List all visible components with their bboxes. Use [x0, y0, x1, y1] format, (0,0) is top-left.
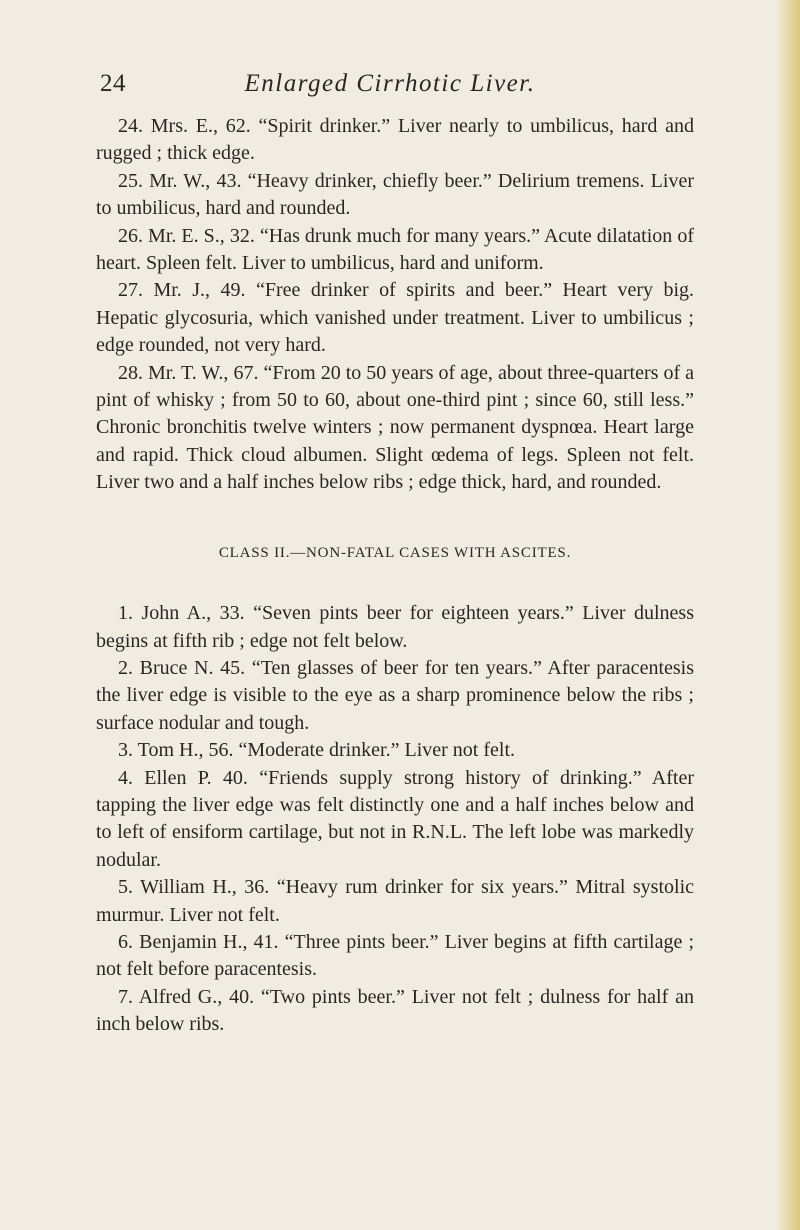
- case-entry-3: 3. Tom H., 56. “Moderate drinker.” Liver not felt.: [118, 739, 516, 762]
- case-entry-28: 28. Mr. T. W., 67. “From 20 to 50 years of age, about three-quarters of a pint of whisky ; from 50 to 60, about one-third pint ; since 60, still less.” Chronic bronchitis twelve winters ; now permanent dyspnœa. Heart large and rapid. Thick cloud albumen. Slight œdema of legs. Spleen not felt. Liver two and a half inches below ribs ; edge thick, hard, and rounded.: [96, 361, 694, 494]
- case-entry-2: 2. Bruce N. 45. “Ten glasses of beer for ten years.” After paracentesis the liver edge is visible to the eye as a sharp prominence below the ribs ; surface nodular and tough.: [96, 656, 694, 734]
- running-header: [100, 70, 680, 110]
- case-entry-24: 24. Mrs. E., 62. “Spirit drinker.” Liver nearly to umbilicus, hard and rugged ; thick edge.: [96, 115, 694, 165]
- case-entry-4: 4. Ellen P. 40. “Friends supply strong history of drinking.” After tapping the liver edge was felt distinctly one and a half inches below and to left of ensiform cartilage, but not in R.N.L. The left lobe was markedly nodular.: [96, 766, 694, 871]
- running-title: Enlarged Cirrhotic Liver.: [244, 70, 536, 97]
- case-entry-7: 7. Alfred G., 40. “Two pints beer.” Liver not felt ; dulness for half an inch below ribs.: [96, 985, 694, 1036]
- case-entry-1: 1. John A., 33. “Seven pints beer for eighteen years.” Liver dulness begins at fifth rib ; edge not felt below.: [96, 602, 694, 652]
- page-number: 24: [100, 70, 126, 97]
- page-body: [96, 113, 694, 1039]
- case-entry-27: 27. Mr. J., 49. “Free drinker of spirits and beer.” Heart very big. Hepatic glycosuria, which vanished under treatment. Liver to umbilicus ; edge rounded, not very hard.: [96, 279, 694, 357]
- class-heading: CLASS II.—NON-FATAL CASES WITH ASCITES.: [218, 544, 572, 561]
- case-entry-25: 25. Mr. W., 43. “Heavy drinker, chiefly beer.” Delirium tremens. Liver to umbilicus, hard and rounded.: [96, 169, 694, 220]
- case-entry-5: 5. William H., 36. “Heavy rum drinker for six years.” Mitral systolic murmur. Liver not felt.: [96, 876, 694, 926]
- case-entry-26: 26. Mr. E. S., 32. “Has drunk much for many years.” Acute dilatation of heart. Spleen felt. Liver to umbilicus, hard and uniform.: [96, 224, 694, 275]
- page-edge-shading: [778, 0, 800, 1230]
- case-entry-6: 6. Benjamin H., 41. “Three pints beer.” Liver begins at fifth cartilage ; not felt before paracentesis.: [96, 930, 694, 981]
